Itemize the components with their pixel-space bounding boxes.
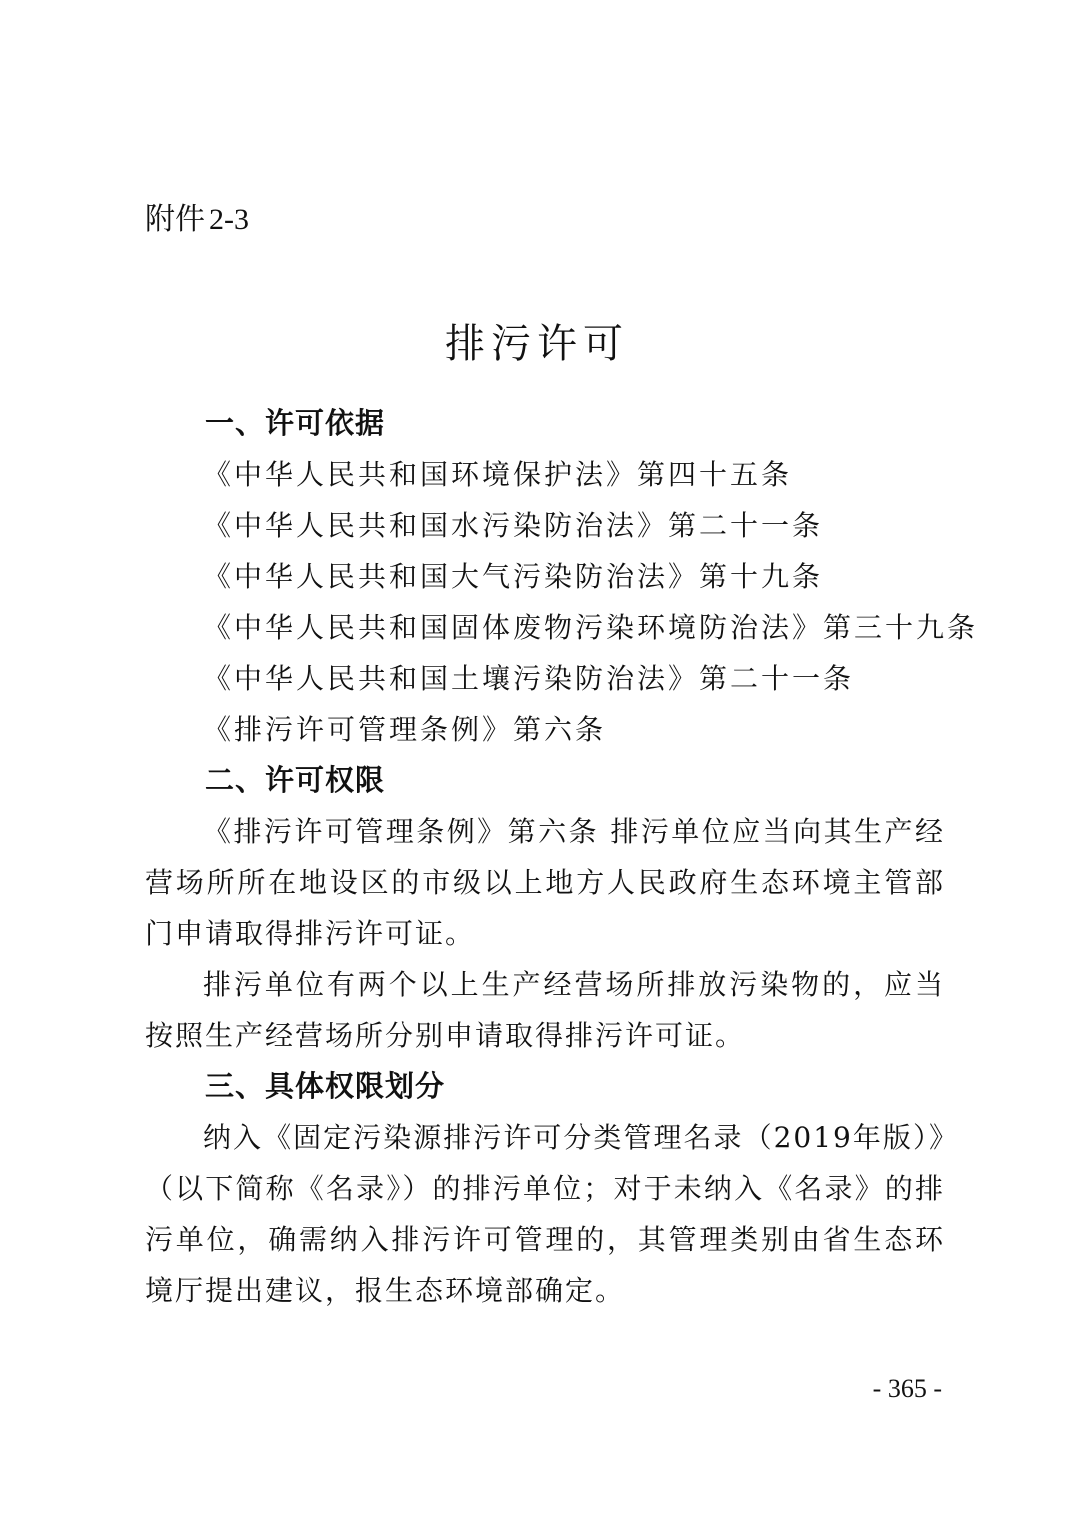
paragraph: 排污单位有两个以上生产经营场所排放污染物的，应当按照生产经营场所分别申请取得排污许可证。	[145, 968, 945, 1052]
law-item: 《中华人民共和国固体废物污染环境防治法》第三十九条	[203, 611, 979, 644]
attachment-label	[145, 200, 249, 240]
document-title: 排污许可	[445, 320, 629, 367]
section-heading: 三、具体权限划分	[205, 1069, 446, 1103]
page-number: - 365 -	[872, 1374, 942, 1403]
paragraph: 《排污许可管理条例》第六条 排污单位应当向其生产经营场所所在地设区的市级以上地方人民政府生态环境主管部门申请取得排污许可证。	[145, 815, 945, 950]
attachment-number: 2-3	[209, 203, 249, 236]
section-heading: 二、许可权限	[205, 763, 386, 797]
section-permit-basis	[145, 398, 979, 755]
law-item: 《中华人民共和国水污染防治法》第二十一条	[203, 509, 824, 542]
section-permit-authority	[145, 755, 945, 1061]
law-item: 《中华人民共和国环境保护法》第四十五条	[203, 458, 793, 491]
law-item: 《排污许可管理条例》第六条	[203, 713, 607, 746]
section-authority-division	[145, 1061, 945, 1316]
law-item: 《中华人民共和国大气污染防治法》第十九条	[203, 560, 824, 593]
section-heading: 一、许可依据	[205, 406, 386, 440]
attachment-label-text: 附件	[145, 202, 205, 237]
document-body	[145, 398, 979, 1316]
paragraph: 纳入《固定污染源排污许可分类管理名录（2019年版）》（以下简称《名录》）的排污单位；对于未纳入《名录》的排污单位，确需纳入排污许可管理的，其管理类别由省生态环境厅提出建议，报生态环境部确定。	[145, 1121, 945, 1307]
law-item: 《中华人民共和国土壤污染防治法》第二十一条	[203, 662, 855, 695]
